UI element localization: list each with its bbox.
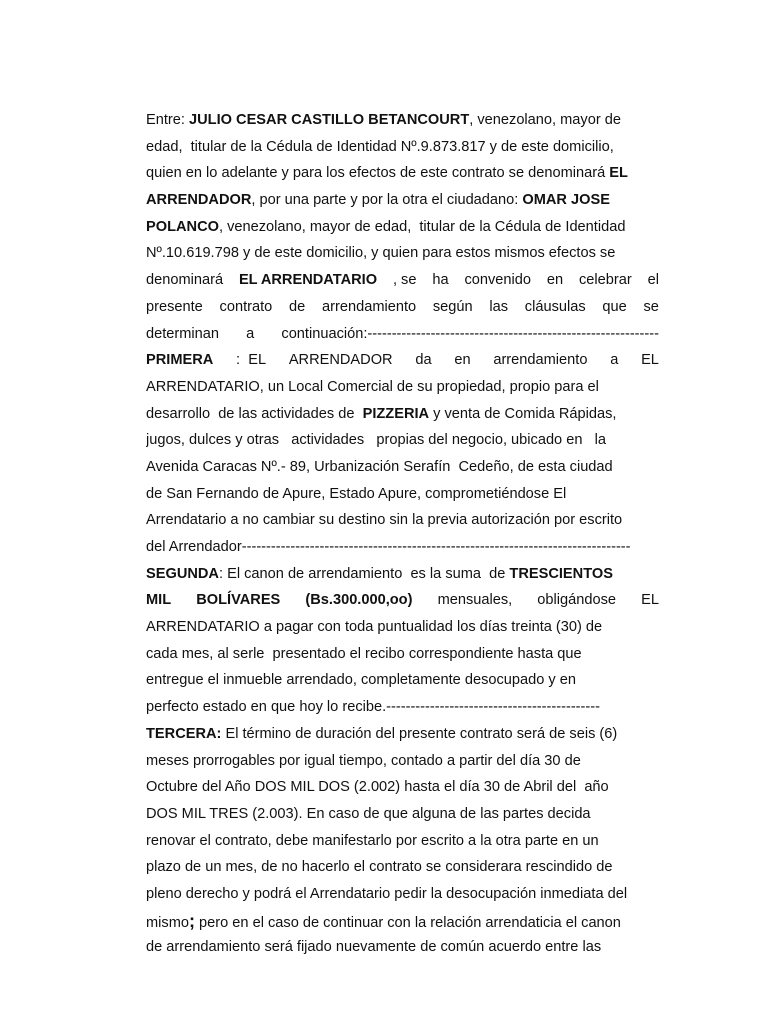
text-segment: cada mes, al serle presentado el recibo correspondiente hasta que xyxy=(146,645,582,662)
text-segment: arrendamiento xyxy=(322,298,417,315)
bold-text: TERCERA: xyxy=(146,725,222,742)
text-segment: : El canon de arrendamiento es la suma de xyxy=(218,565,510,582)
text-segment: desarrollo de las actividades de xyxy=(146,405,363,422)
text-segment: obligándose xyxy=(537,592,617,609)
bold-text: SEGUNDA xyxy=(146,565,219,582)
text-segment: jugos, dulces y otras actividades propias del negocio, ubicado en la xyxy=(146,432,606,449)
text-segment: se xyxy=(643,298,659,315)
text-segment: Nº.10.619.798 y de este domicilio, y quien para estos mismos efectos se xyxy=(146,245,616,262)
bold-text: (Bs.300.000,oo) xyxy=(305,592,413,609)
text-segment: plazo de un mes, de no hacerlo el contrato se considerara rescindido de xyxy=(146,859,613,876)
text-segment: contrato xyxy=(219,298,273,315)
bold-text: OMAR JOSE xyxy=(522,192,610,209)
text-segment: DOS MIL TRES (2.003). En caso de que alguna de las partes decida xyxy=(146,805,591,822)
text-line xyxy=(146,134,659,161)
text-segment: presente xyxy=(146,298,203,315)
text-segment: según xyxy=(432,298,473,315)
text-segment: a xyxy=(246,325,255,342)
text-segment: Avenida Caracas Nº.- 89, Urbanización Serafín Cedeño, de esta ciudad xyxy=(146,458,613,475)
text-line xyxy=(146,321,659,348)
text-line xyxy=(146,641,659,668)
text-segment: arrendamiento xyxy=(493,352,588,369)
text-line xyxy=(146,160,659,187)
text-line xyxy=(146,507,659,534)
text-segment: , se xyxy=(392,272,417,289)
text-segment: en xyxy=(454,352,471,369)
text-segment: Arrendatario a no cambiar su destino sin la previa autorización por escrito xyxy=(146,512,623,529)
text-segment: el xyxy=(647,272,659,289)
text-segment: convenido xyxy=(464,272,531,289)
text-line xyxy=(146,908,659,935)
text-segment: Entre: xyxy=(146,112,189,128)
text-segment: de xyxy=(289,298,306,315)
text-line xyxy=(146,454,659,481)
text-segment: ARRENDATARIO a pagar con toda puntualidad los días treinta (30) de xyxy=(146,619,603,636)
contract-body xyxy=(146,107,659,961)
bold-text: TRESCIENTOS xyxy=(509,565,613,582)
text-segment: denominará xyxy=(146,272,224,289)
text-line xyxy=(146,427,659,454)
text-line xyxy=(146,534,659,561)
text-line xyxy=(146,347,659,374)
text-segment: celebrar xyxy=(578,272,632,289)
text-segment: : EL xyxy=(236,352,267,369)
text-line xyxy=(146,881,659,908)
text-segment: El término de duración del presente contrato será de seis (6) xyxy=(221,725,618,742)
text-segment: pero en el caso de continuar con la relación arrendaticia el canon xyxy=(194,914,621,931)
text-line xyxy=(146,187,659,214)
text-segment: continuación:------------------------------------------------------------ xyxy=(281,325,659,342)
text-line xyxy=(146,774,659,801)
text-line xyxy=(146,748,659,775)
bold-text: PIZZERIA xyxy=(362,405,430,422)
bold-text: PRIMERA xyxy=(146,352,214,369)
bold-text: EL xyxy=(609,165,628,182)
text-segment: Octubre del Año DOS MIL DOS (2.002) hasta el día 30 de Abril del año xyxy=(146,779,609,796)
text-segment: mismo xyxy=(146,914,189,931)
text-segment: EL xyxy=(641,592,659,609)
text-line xyxy=(146,374,659,401)
text-segment: del Arrendador-------------------------------------------------------------------------------- xyxy=(146,539,631,555)
text-segment: da xyxy=(415,352,432,369)
text-line xyxy=(146,294,659,321)
text-segment: de arrendamiento será fijado nuevamente de común acuerdo entre las xyxy=(146,939,602,956)
text-line xyxy=(146,267,659,294)
bold-text: EL ARRENDATARIO xyxy=(238,272,378,289)
text-line xyxy=(146,401,659,428)
text-segment: , por una parte y por la otra el ciudadano: xyxy=(251,192,523,209)
text-segment: ARRENDATARIO, un Local Comercial de su propiedad, propio para el xyxy=(146,378,599,395)
text-segment: ha xyxy=(432,272,449,289)
bold-text: JULIO CESAR CASTILLO BETANCOURT xyxy=(189,112,470,128)
text-segment: edad, titular de la Cédula de Identidad Nº.9.873.817 y de este domicilio, xyxy=(146,138,614,155)
text-segment: entregue el inmueble arrendado, completamente desocupado y en xyxy=(146,672,576,689)
text-segment: las xyxy=(489,298,509,315)
text-line xyxy=(146,587,659,614)
text-line xyxy=(146,667,659,694)
text-segment: en xyxy=(546,272,564,289)
text-segment: meses prorrogables por igual tiempo, contado a partir del día 30 de xyxy=(146,752,581,769)
text-segment: y venta de Comida Rápidas, xyxy=(429,405,617,422)
text-line xyxy=(146,854,659,881)
text-segment: a xyxy=(610,352,619,369)
text-segment: , venezolano, mayor de edad, titular de la Cédula de Identidad xyxy=(218,218,626,235)
text-line xyxy=(146,721,659,748)
text-segment: EL xyxy=(641,352,659,369)
text-segment: mensuales, xyxy=(437,592,513,609)
bold-text: MIL xyxy=(146,592,172,609)
text-segment: renovar el contrato, debe manifestarlo por escrito a la otra parte en un xyxy=(146,832,599,849)
text-line xyxy=(146,934,659,961)
text-segment: perfecto estado en que hoy lo recibe.-------------------------------------------- xyxy=(146,699,600,716)
text-segment: ARRENDADOR xyxy=(288,352,393,369)
text-line xyxy=(146,801,659,828)
text-segment: que xyxy=(602,298,627,315)
text-line xyxy=(146,614,659,641)
text-line xyxy=(146,561,659,588)
text-line xyxy=(146,828,659,855)
bold-text: BOLÍVARES xyxy=(196,592,281,609)
text-segment: , venezolano, mayor de xyxy=(469,112,621,128)
text-segment: pleno derecho y podrá el Arrendatario pedir la desocupación inmediata del xyxy=(146,885,628,902)
text-segment: de San Fernando de Apure, Estado Apure, comprometiéndose El xyxy=(146,485,567,502)
text-line xyxy=(146,107,659,134)
text-segment: quien en lo adelante y para los efectos de este contrato se denominará xyxy=(146,165,610,182)
text-line xyxy=(146,694,659,721)
text-line xyxy=(146,481,659,508)
text-segment: determinan xyxy=(146,325,220,342)
text-segment: ; xyxy=(188,910,195,931)
text-segment: cláusulas xyxy=(524,298,586,315)
bold-text: ARRENDADOR xyxy=(146,192,252,209)
bold-text: POLANCO xyxy=(146,218,219,235)
text-line xyxy=(146,240,659,267)
text-line xyxy=(146,214,659,241)
